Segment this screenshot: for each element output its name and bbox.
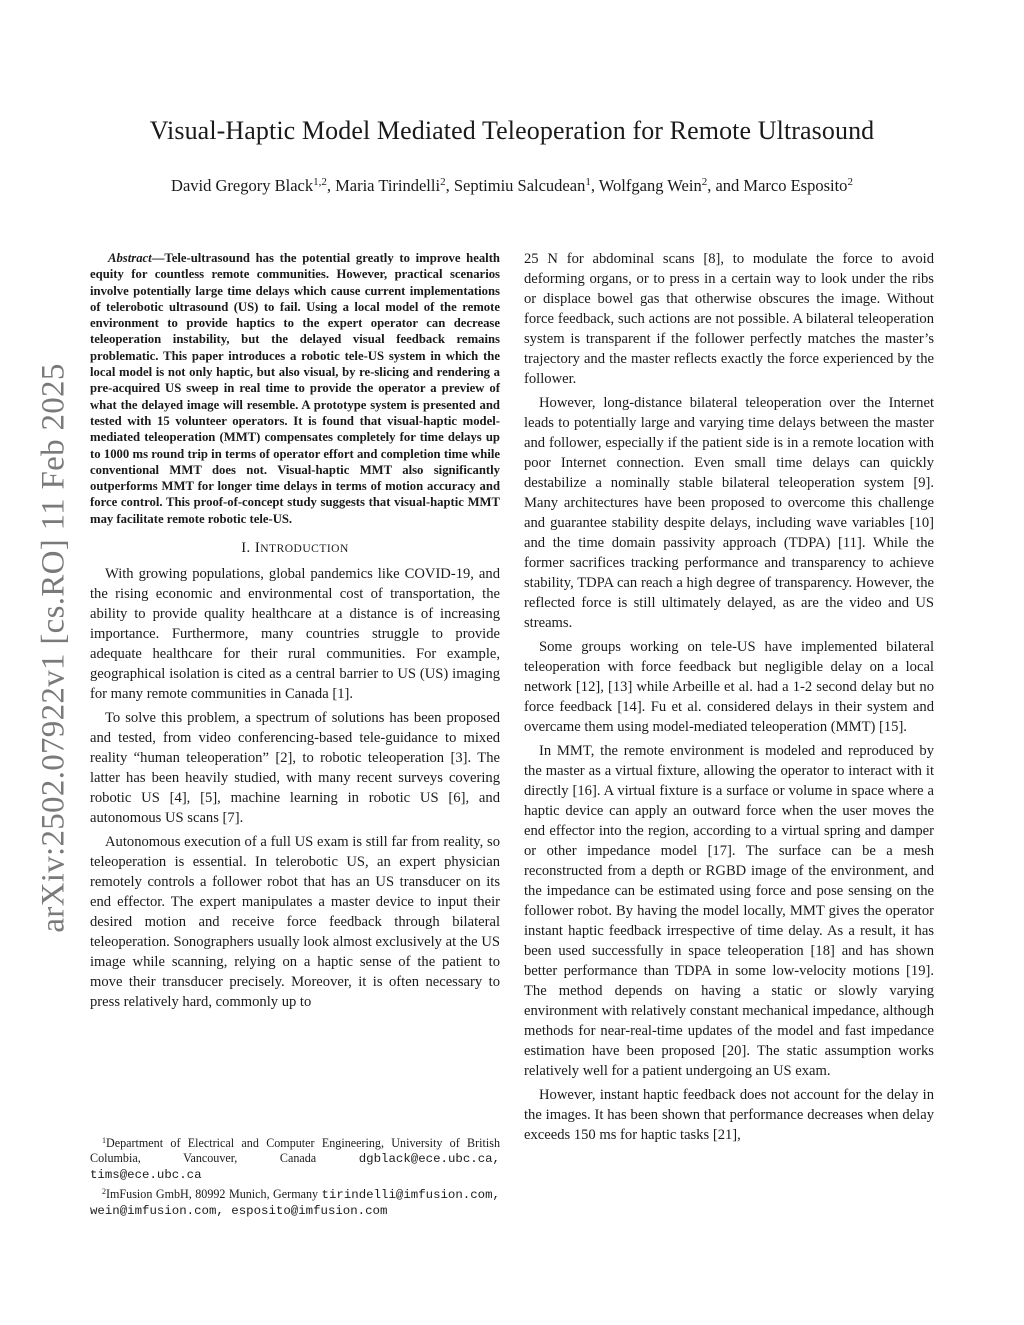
- footnote-emails: dgblack@ece.ubc.ca, tims@ece.ubc.ca: [90, 1152, 500, 1183]
- footnote-text: Department of Electrical and Computer Engineering, University of British Columbia, Vancouver, Canada: [90, 1136, 500, 1166]
- left-column: [90, 250, 500, 1016]
- paragraph: However, instant haptic feedback does not account for the delay in the images. It has been shown that performance decreases when delay exceeds 150 ms for haptic tasks [21],: [524, 1087, 934, 1143]
- arxiv-identifier: arXiv:2502.07922v1 [cs.RO] 11 Feb 2025: [35, 363, 72, 933]
- author-affiliation: 1,2: [313, 176, 327, 188]
- abstract-dash: —: [151, 251, 165, 265]
- author-separator: ,: [590, 176, 599, 195]
- author-name: David Gregory Black: [171, 176, 314, 195]
- author-name: Septimiu Salcudean: [453, 176, 586, 195]
- section-numeral: I.: [241, 540, 255, 557]
- footnote: [90, 1136, 500, 1184]
- footnotes: [90, 1136, 500, 1222]
- abstract: [90, 250, 500, 527]
- paragraph: Some groups working on tele-US have implemented bilateral teleoperation with force feedback but negligible delay on a local network [12], [13] while Arbeille et al. had a 1-2 second delay but no force feedback [14]. Fu et al. considered delays in their system and overcame them using model-mediated teleoperation (MMT) [15].: [524, 639, 934, 735]
- author-separator: ,: [326, 176, 336, 195]
- footnote-emails: tirindelli@imfusion.com, wein@imfusion.com, esposito@imfusion.com: [90, 1187, 500, 1218]
- footnote: [90, 1187, 500, 1219]
- paragraph: With growing populations, global pandemics like COVID-19, and the rising economic and environmental cost of transportation, the ability to provide quality healthcare at a distance is of increasing importance. Furthermore, many countries struggle to provide adequate healthcare for their rural communities. For example, geographical isolation is cited as a central barrier to US (US) imaging for many remote communities in Canada [1].: [90, 566, 500, 703]
- author-affiliation: 2: [440, 176, 446, 188]
- footnote-mark: 1: [102, 1136, 106, 1145]
- author: [171, 176, 335, 195]
- author-name: Marco Esposito: [743, 176, 848, 195]
- author-affiliation: 1: [585, 176, 591, 188]
- right-column: [524, 249, 934, 1149]
- author: [335, 176, 454, 195]
- author: [743, 176, 853, 195]
- section-first-letter: I: [254, 540, 261, 557]
- paragraph: To solve this problem, a spectrum of solutions has been proposed and tested, from video conferencing-based tele-guidance to mixed reality “human teleoperation” [2], to robotic teleoperation [3]. The latter has been heavily studied, with many recent surveys covering robotic US [4], [5], machine learning in robotic US [6], and autonomous US scans [7].: [90, 710, 500, 827]
- footnote-text: ImFusion GmbH, 80992 Munich, Germany: [106, 1186, 322, 1201]
- author: [454, 176, 599, 195]
- author-separator: ,: [445, 176, 454, 195]
- paper-title: Visual-Haptic Model Mediated Teleoperation for Remote Ultrasound: [149, 116, 875, 145]
- author-name: Maria Tirindelli: [335, 176, 441, 195]
- paragraph: 25 N for abdominal scans [8], to modulate the force to avoid deforming organs, or to press in a certain way to look under the ribs or displace bowel gas that otherwise obscures the image. Without force feedback, such actions are not possible. A bilateral teleoperation system is transparent if the follower perfectly matches the master’s trajectory and the master reflects exactly the force experienced by the follower.: [524, 251, 934, 387]
- author-affiliation: 2: [847, 176, 853, 188]
- abstract-text: Tele-ultrasound has the potential greatly to improve health equity for countless remote communities. However, practical scenarios involve potentially large time delays which cause current implementations of telerobotic ultrasound (US) to fail. Using a local model of the remote environment to provide haptics to the expert operator can decrease teleoperation instability, but the delayed visual feedback remains problematic. This paper introduces a robotic tele-US system in which the local model is not only haptic, but also visual, by re-slicing and rendering a pre-acquired US sweep in real time to provide the operator a preview of what the delayed image will resemble. A prototype system is presented and tested with 15 volunteer operators. It is found that visual-haptic model-mediated teleoperation (MMT) compensates completely for time delays up to 1000 ms round trip in terms of operator effort and completion time while conventional MMT does not. Visual-haptic MMT also significantly outperforms MMT for longer time delays in terms of motion accuracy and force control. This proof-of-concept study suggests that visual-haptic MMT may facilitate remote robotic tele-US.: [90, 251, 500, 526]
- section-title-rest: NTRODUCTION: [260, 543, 349, 556]
- paragraph: In MMT, the remote environment is modeled and reproduced by the master as a virtual fixture, allowing the operator to interact with it directly [16]. A virtual fixture is a surface or volume in space where a haptic device can apply an outward force when the user moves the end effector into the region, according to a virtual spring and damper or other impedance model [17]. The surface can be a mesh reconstructed from a depth or RGBD image of the environment, and the impedance can be estimated using force and pose sensing on the follower robot. By having the model locally, MMT gives the operator instant haptic feedback irrespective of time delay. As a result, it has been used successfully in space teleoperation [18] and has shown better performance than TDPA in some low-velocity motions [19]. The method depends on having a static or slowly varying environment with relatively constant mechanical impedance, although methods for near-real-time updates of the model and fast impedance estimation have been proposed [20]. The static assumption works relatively well for a patient undergoing an US exam.: [524, 743, 934, 1079]
- author-separator: , and: [707, 176, 744, 195]
- author-affiliation: 2: [701, 176, 708, 188]
- author-name: Wolfgang Wein: [598, 176, 702, 195]
- paragraph: However, long-distance bilateral teleoperation over the Internet leads to potentially large and varying time delays between the master and follower, especially if the patient side is in a remote location with poor Internet connection. Even small time delays can quickly destabilize a nominally stable bilateral teleoperation system [9]. Many architectures have been proposed to overcome this challenge and guarantee stability despite delays, including wave variables [10] and the time domain passivity approach (TDPA) [11]. While the former sacrifices tracking performance and transparency to achieve stability, TDPA can reach a high degree of transparency. However, the reflected force is still ultimately delayed, as are the video and US streams.: [524, 395, 934, 631]
- section-heading-introduction: [90, 538, 500, 559]
- paragraph: Autonomous execution of a full US exam is still far from reality, so teleoperation is essential. In telerobotic US, an expert physician remotely controls a follower robot that has an US transducer on its end effector. The expert manipulates a master device to input their desired motion and receive force feedback through bilateral teleoperation. Sonographers usually look almost exclusively at the US image while scanning, relying on a haptic sense of the patient to move their transducer precisely. Moreover, it is often necessary to press relatively hard, commonly up to: [90, 834, 500, 1011]
- abstract-label: Abstract: [108, 251, 152, 265]
- author: [599, 176, 744, 195]
- footnote-mark: 2: [102, 1186, 106, 1196]
- author-list: [0, 176, 1024, 196]
